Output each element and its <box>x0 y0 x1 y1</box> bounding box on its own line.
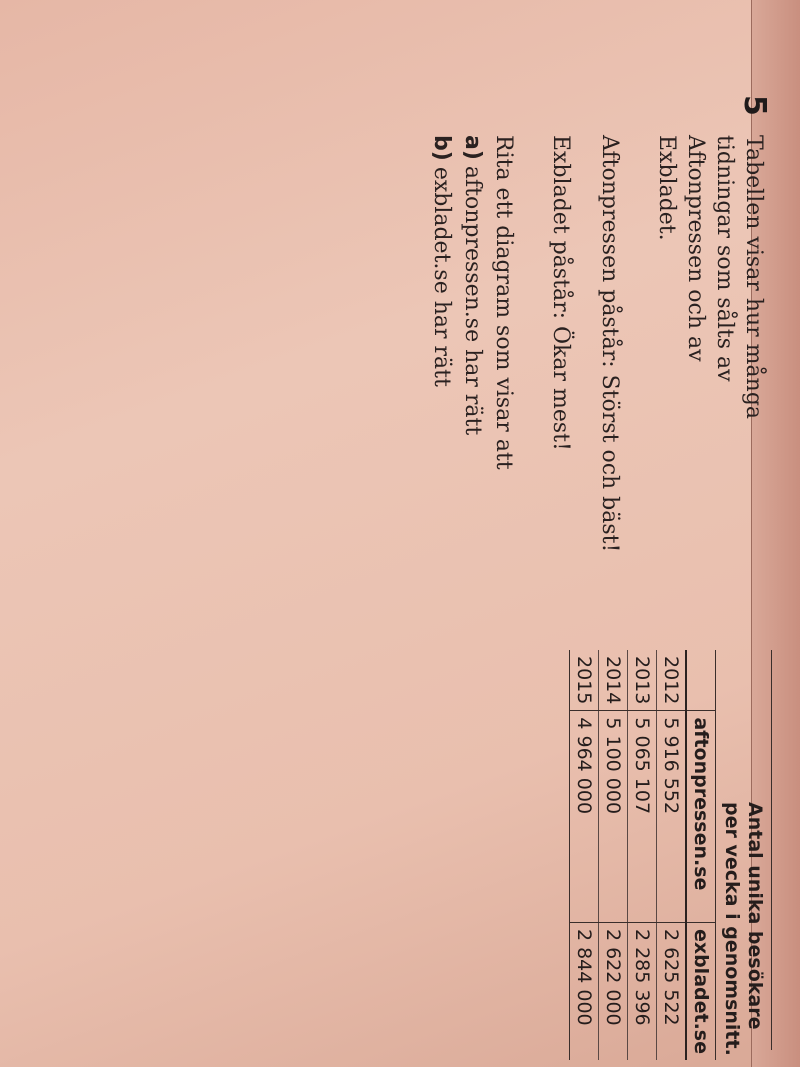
option-text: exbladet.se har rätt <box>429 166 454 387</box>
table-row <box>570 650 599 1060</box>
cell-aftonpressen: 5 065 107 <box>628 711 657 923</box>
intro-line: tidningar som sålts av <box>712 135 737 382</box>
cell-exbladet: 2 285 396 <box>628 922 657 1060</box>
exercise-text <box>427 135 768 605</box>
table-top-rule <box>771 650 772 1050</box>
exercise-5 <box>32 95 772 1056</box>
table-heading-line: per vecka i genomsnitt. <box>721 802 743 1056</box>
option-b <box>427 135 456 605</box>
data-table <box>569 650 715 1060</box>
table-heading <box>715 650 771 1060</box>
intro-line: Aftonpressen och av <box>683 135 708 362</box>
option-text: aftonpressen.se har rätt <box>460 165 485 436</box>
column-header-aftonpressen: aftonpressen.se <box>686 711 715 923</box>
table-row <box>657 650 687 1060</box>
claim-exbladet: Exbladet påstår: Ökar mest! <box>548 135 573 451</box>
cell-aftonpressen: 5 916 552 <box>657 711 687 923</box>
option-letter: b) <box>429 135 454 161</box>
cell-exbladet: 2 622 000 <box>599 922 628 1060</box>
column-header-exbladet: exbladet.se <box>686 922 715 1060</box>
exercise-number: 5 <box>737 95 772 116</box>
option-letter: a) <box>460 135 485 160</box>
option-a <box>458 135 487 605</box>
visitor-table <box>569 650 772 1060</box>
cell-aftonpressen: 5 100 000 <box>599 711 628 923</box>
cell-year: 2012 <box>657 650 687 711</box>
table-row <box>628 650 657 1060</box>
intro-line: Tabellen visar hur många <box>741 135 766 420</box>
cell-aftonpressen: 4 964 000 <box>570 711 599 923</box>
cell-exbladet: 2 844 000 <box>570 922 599 1060</box>
table-header-row <box>686 650 715 1060</box>
table-heading-line: Antal unika besökare <box>744 802 766 1030</box>
cell-year: 2015 <box>570 650 599 711</box>
intro-line: Exbladet. <box>654 135 679 241</box>
table-row <box>599 650 628 1060</box>
task-instruction: Rita ett diagram som visar att <box>491 135 516 470</box>
claim-aftonpressen: Aftonpressen påstår: Störst och bäst! <box>597 135 622 553</box>
cell-exbladet: 2 625 522 <box>657 922 687 1060</box>
cell-year: 2013 <box>628 650 657 711</box>
cell-year: 2014 <box>599 650 628 711</box>
column-header-year <box>686 650 715 711</box>
